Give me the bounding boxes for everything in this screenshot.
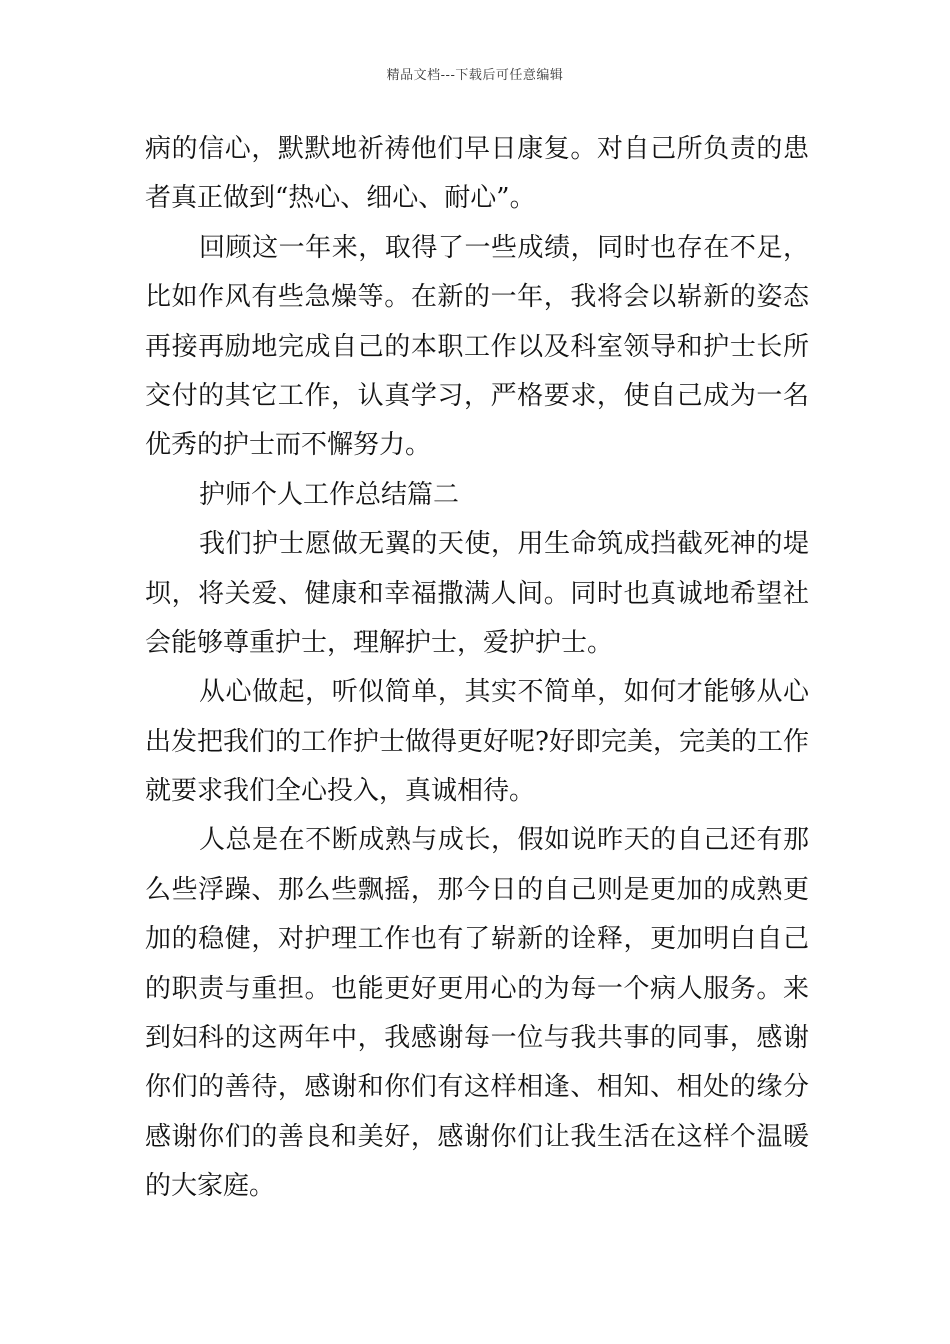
- text-line: 出发把我们的工作护士做得更好呢?好即完美，完美的工作: [145, 726, 809, 757]
- text-line: 优秀的护士而不懈努力。: [145, 430, 432, 461]
- text-line: 护师个人工作总结篇二: [199, 479, 460, 510]
- text-line: 的职责与重担。也能更好更用心的为每一个病人服务。来: [145, 973, 809, 1004]
- text-line: 你们的善待，感谢和你们有这样相逢、相知、相处的缘分: [145, 1072, 809, 1103]
- text-line: 者真正做到“热心、细心、耐心”。: [145, 183, 536, 214]
- text-line: 从心做起，听似简单，其实不简单，如何才能够从心: [199, 677, 809, 708]
- text-line: 交付的其它工作，认真学习，严格要求，使自己成为一名: [145, 380, 809, 411]
- page-header: 精品文档---下载后可任意编辑: [386, 68, 564, 83]
- text-line: 坝，将关爱、健康和幸福撒满人间。同时也真诚地希望社: [145, 578, 809, 609]
- text-line: 加的稳健，对护理工作也有了崭新的诠释，更加明白自己: [145, 924, 809, 955]
- text-line: 人总是在不断成熟与成长，假如说昨天的自己还有那: [199, 825, 809, 856]
- text-line: 么些浮躁、那么些飘摇，那今日的自己则是更加的成熟更: [145, 874, 809, 905]
- document-body: [145, 125, 809, 1212]
- text-line: 会能够尊重护士，理解护士，爱护护士。: [145, 627, 614, 658]
- text-line: 就要求我们全心投入，真诚相待。: [145, 776, 536, 807]
- text-line: 到妇科的这两年中，我感谢每一位与我共事的同事，感谢: [145, 1023, 809, 1054]
- text-line: 再接再励地完成自己的本职工作以及科室领导和护士长所: [145, 331, 809, 362]
- text-line: 感谢你们的善良和美好，感谢你们让我生活在这样个温暖: [145, 1121, 809, 1152]
- text-line: 病的信心，默默地祈祷他们早日康复。对自己所负责的患: [145, 134, 809, 164]
- text-line: 我们护士愿做无翼的天使，用生命筑成挡截死神的堤: [199, 529, 809, 560]
- text-line: 的大家庭。: [145, 1171, 276, 1202]
- text-line: 比如作风有些急燥等。在新的一年，我将会以崭新的姿态: [145, 282, 809, 313]
- text-line: 回顾这一年来，取得了一些成绩，同时也存在不足，: [199, 232, 809, 263]
